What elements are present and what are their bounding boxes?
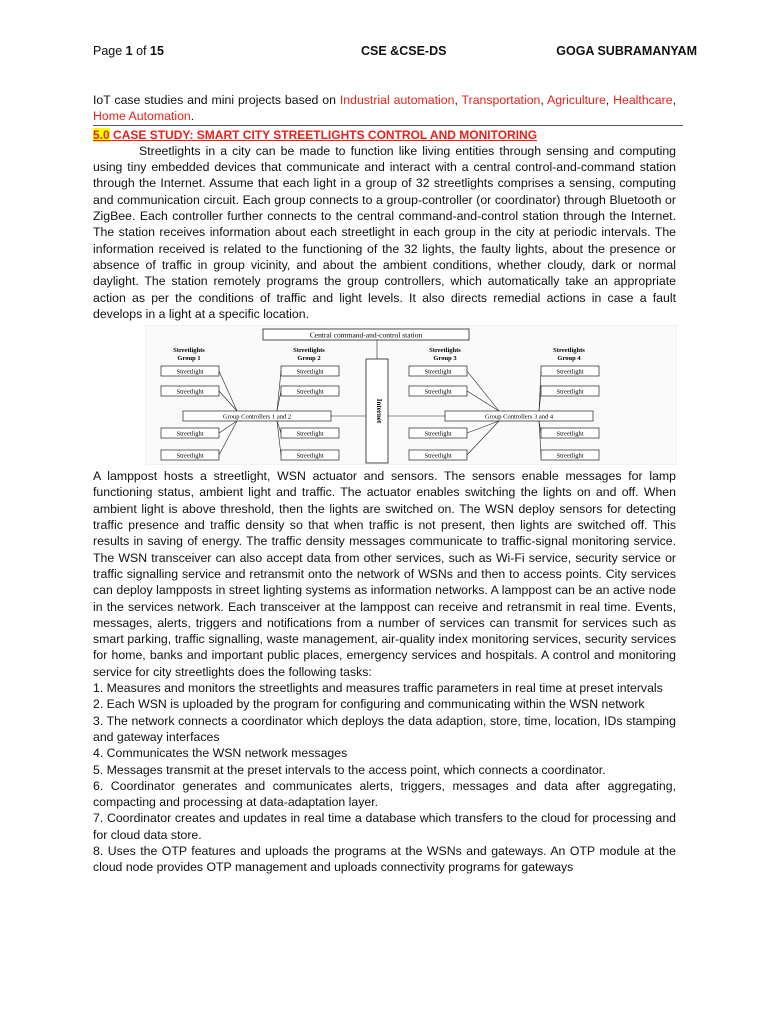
streetlight-label: Streetlight — [424, 452, 452, 460]
task-item: 4. Communicates the WSN network messages — [93, 746, 348, 761]
group1-label: Group 1 — [177, 355, 201, 363]
station-label: Central command-and-control station — [309, 330, 423, 340]
author-name: GOGA SUBRAMANYAM — [556, 44, 697, 58]
task-item: 5. Messages transmit at the preset intervals to the access point, which connects a coordinator. — [93, 762, 606, 777]
case-study-title: 5.0 CASE STUDY: SMART CITY STREETLIGHTS CONTROL AND MONITORING — [93, 127, 538, 142]
internet-label: Internet — [375, 398, 383, 424]
page-header — [93, 44, 697, 60]
group4-heading: Streetlights — [553, 347, 585, 355]
streetlight-label: Streetlight — [296, 368, 324, 376]
streetlight-label: Streetlight — [176, 430, 204, 438]
streetlight-label: Streetlight — [424, 430, 452, 438]
group4-label: Group 4 — [557, 355, 581, 363]
task-item: 1. Measures and monitors the streetlights and measures traffic parameters in real time at preset intervals — [93, 681, 663, 696]
streetlight-label: Streetlight — [556, 368, 584, 376]
topic-agriculture: Agriculture — [547, 93, 606, 107]
group2-label: Group 2 — [297, 355, 321, 363]
group1-heading: Streetlights — [173, 347, 205, 355]
group3-label: Group 3 — [433, 355, 457, 363]
section-divider — [93, 125, 683, 126]
streetlight-label: Streetlight — [296, 388, 324, 396]
course-name: CSE &CSE-DS — [361, 44, 447, 58]
paragraph-streetlights: Streetlights in a city can be made to function like living entities through sensing and computing using tiny embedded devices that communicate and interact with a central control-and-command station through the Internet. Assume that each light in a group of 32 streetlights comprises a sensing, computing and communication circuit. Each group connects to a group-controller (or coordinator) through Bluetooth or ZigBee. Each controller further connects to the central command-and-control station through the Internet. The station receives information about each streetlight in each group in the city at periodic intervals. The information received is related to the functioning of the 32 lights, the faulty lights, about the presence or absence of traffic in group vicinity, and about the ambient conditions, whether cloudy, dark or normal daylight. The station remotely programs the group controllers, which automatically take an appropriate action as per the conditions of traffic and light levels. It also directs remedial actions in case a fault develops in a light at a specific location. — [93, 143, 676, 321]
task-item: 8. Uses the OTP features and uploads the programs at the WSNs and gateways. An OTP module at the cloud node provides OTP management and uploads connectivity programs for gateways — [93, 843, 676, 875]
streetlight-label: Streetlight — [176, 388, 204, 396]
streetlight-label: Streetlight — [296, 452, 324, 460]
topic-transportation: Transportation — [461, 93, 541, 107]
streetlight-label: Streetlight — [296, 430, 324, 438]
intro-line: IoT case studies and mini projects based on Industrial automation, Transportation, Agriculture, Healthcare, Home Automation. — [93, 93, 676, 124]
streetlight-label: Streetlight — [556, 452, 584, 460]
section-number: 5.0 — [93, 127, 110, 142]
group3-heading: Streetlights — [429, 347, 461, 355]
architecture-diagram — [145, 325, 677, 465]
streetlight-label: Streetlight — [556, 388, 584, 396]
group2-heading: Streetlights — [293, 347, 325, 355]
streetlight-label: Streetlight — [424, 388, 452, 396]
streetlight-label: Streetlight — [176, 452, 204, 460]
streetlight-label: Streetlight — [556, 430, 584, 438]
paragraph-lamppost: A lamppost hosts a streetlight, WSN actuator and sensors. The sensors enable messages for lamp functioning status, ambient light and traffic. The actuator enables switching the lights on and off. When ambient light is above threshold, then the lights are switched on. The WSN deploy sensors for detecting traffic presence and traffic density so that when traffic is not present, then lights are switched off. This results in saving of energy. The traffic density messages communicate to traffic-signal monitoring service. The WSN transceiver can also accept data from other services, such as Wi-Fi service, security service or traffic signalling service and retransmit onto the network of WSNs and then to access points. City services can deploy lampposts in street lighting systems as information networks. A lamppost can be an active node in the services network. Each transceiver at the lamppost can receive and retransmit in real time. Events, messages, alerts, triggers and notifications from a number of services can transmit for services such as smart parking, traffic signalling, waste management, air-quality index monitoring services, security services for home, banks and important public places, emergency services and hospitals. A control and monitoring service for city streetlights does the following tasks: — [93, 469, 676, 679]
task-item: 7. Coordinator creates and updates in real time a database which transfers to the cloud for processing and for cloud data store. — [93, 811, 676, 842]
task-item: 3. The network connects a coordinator which deploys the data adaption, store, time, location, IDs stamping and gateway interfaces — [93, 713, 676, 744]
task-item: 2. Each WSN is uploaded by the program for configuring and communicating within the WSN network — [93, 697, 645, 712]
page-number: Page 1 of 15 — [93, 44, 164, 58]
page-content — [93, 92, 676, 876]
topic-home-automation: Home Automation — [93, 109, 191, 124]
streetlight-label: Streetlight — [176, 368, 204, 376]
topic-industrial-automation: Industrial automation — [339, 93, 455, 107]
controller-left-label: Group Controllers 1 and 2 — [222, 413, 292, 421]
controller-right-label: Group Controllers 3 and 4 — [484, 413, 554, 421]
task-item: 6. Coordinator generates and communicates alerts, triggers, messages and data after aggregating, compacting and processing at data-adaptation layer. — [93, 778, 676, 810]
topic-healthcare: Healthcare — [613, 93, 673, 107]
streetlight-label: Streetlight — [424, 368, 452, 376]
task-list — [93, 680, 676, 876]
